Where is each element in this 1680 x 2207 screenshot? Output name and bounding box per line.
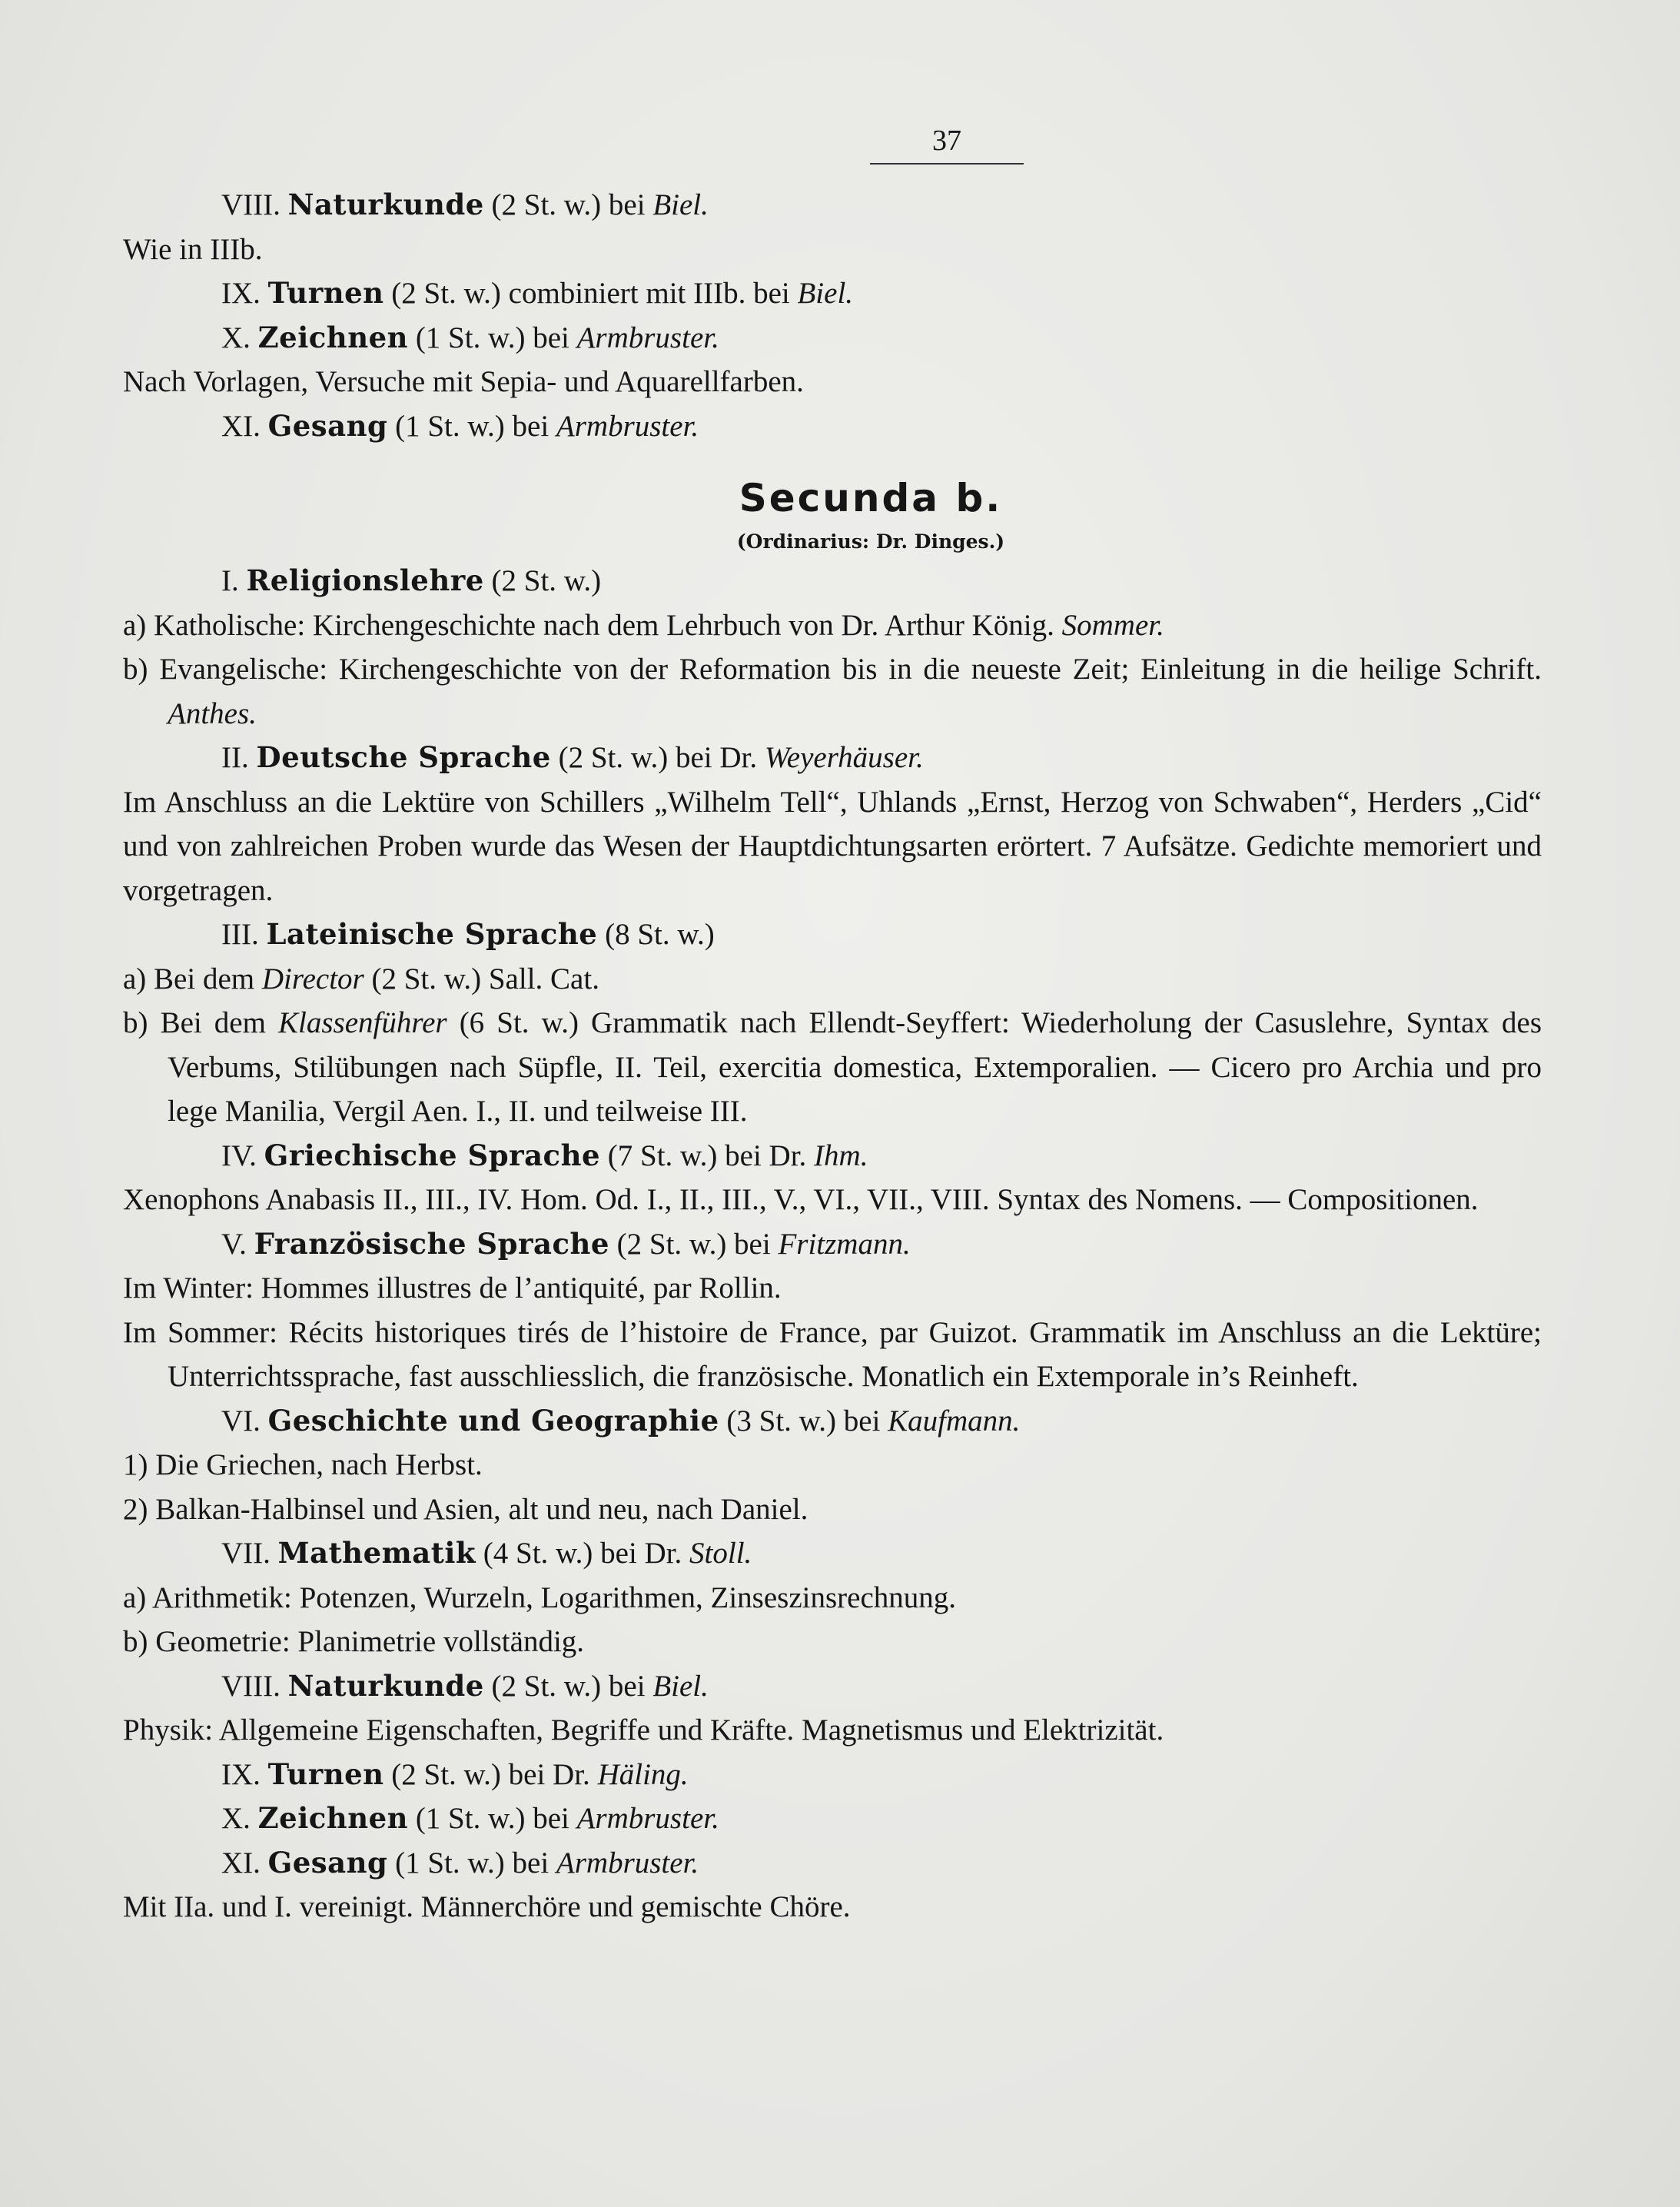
heading-xi-gesang-prev: XI. Gesang (1 St. w.) bei Armbruster. [221,408,699,443]
heading-iii-latein: III. Lateinische Sprache (8 St. w.) [221,917,715,951]
heading-vi-geschichte: VI. Geschichte und Geographie (3 St. w.) bei Kaufmann. [221,1403,1021,1438]
text-vi-2: 2) Balkan-Halbinsel und Asien, alt und neu, nach Daniel. [123,1492,808,1526]
text-viii-prev: Wie in IIIb. [123,232,263,266]
text-vii-a: a) Arithmetik: Potenzen, Wurzeln, Logarithmen, Zinseszinsrechnung. [123,1580,957,1614]
text-viii: Physik: Allgemeine Eigenschaften, Begriffe und Kräfte. Magnetismus und Elektrizität. [123,1713,1164,1747]
text-xi: Mit IIa. und I. vereinigt. Männerchöre und gemischte Chöre. [123,1890,851,1923]
heading-xi-gesang: XI. Gesang (1 St. w.) bei Armbruster. [221,1845,699,1880]
heading-ix-turnen: IX. Turnen (2 St. w.) bei Dr. Häling. [221,1757,689,1791]
text-i-a: a) Katholische: Kirchengeschichte nach dem Lehrbuch von Dr. Arthur König. Sommer. [123,608,1164,642]
text-i-b: b) Evangelische: Kirchengeschichte von der Reformation bis in die neueste Zeit; Einleitung in die heilige Schrift. Anthes. [123,653,1542,730]
heading-i-religionslehre: I. Religionslehre (2 St. w.) [221,563,602,597]
text-v-sommer: Im Sommer: Récits historiques tirés de l’histoire de France, par Guizot. Grammatik im Anschluss an die Lektüre; Unterrichtssprache, fast ausschliesslich, die französische. Monatlich ein Extemporale in’s Reinheft. [123,1315,1542,1393]
text-iv: Xenophons Anabasis II., III., IV. Hom. Od. I., II., III., V., VI., VII., VIII. Syntax des Nomens. — Compositionen. [123,1183,1479,1216]
page-number: 37 [870,121,1024,165]
heading-ii-deutsch: II. Deutsche Sprache (2 St. w.) bei Dr. Weyerhäuser. [221,740,924,774]
section-ordinarius: (Ordinarius: Dr. Dinges.) [736,530,1005,553]
text-x-prev: Nach Vorlagen, Versuche mit Sepia- und Aquarellfarben. [123,365,804,398]
heading-x-zeichnen-prev: X. Zeichnen (1 St. w.) bei Armbruster. [221,320,719,354]
heading-viii-naturkunde-prev: VIII. Naturkunde (2 St. w.) bei Biel. [221,188,709,221]
text-vi-1: 1) Die Griechen, nach Herbst. [123,1448,483,1481]
text-iii-b: b) Bei dem Klassenführer (6 St. w.) Grammatik nach Ellendt-Seyffert: Wiederholung der Casuslehre, Syntax des Verbums, Stilübungen nach Süpfle, II. Teil, exercitia domestica, Extemporalien. — Cicero pro Archia und pro lege Manilia, Vergil Aen. I., II. und teilweise III. [123,1006,1542,1128]
text-iii-a: a) Bei dem Director (2 St. w.) Sall. Cat. [123,962,599,995]
heading-viii-naturkunde: VIII. Naturkunde (2 St. w.) bei Biel. [221,1668,709,1703]
text-ii: Im Anschluss an die Lektüre von Schillers „Wilhelm Tell“, Uhlands „Ernst, Herzog von Schwaben“, Herders „Cid“ und von zahlreichen Proben wurde das Wesen der Hauptdichtungsarten erörtert. 7 Aufsätze. Gedichte memoriert und vorgetragen. [123,785,1542,907]
heading-x-zeichnen: X. Zeichnen (1 St. w.) bei Armbruster. [221,1801,719,1835]
text-v-winter: Im Winter: Hommes illustres de l’antiquité, par Rollin. [123,1271,782,1305]
text-vii-b: b) Geometrie: Planimetrie vollständig. [123,1625,585,1658]
section-title: Secunda b. [739,476,1003,520]
heading-iv-griechisch: IV. Griechische Sprache (7 St. w.) bei Dr. Ihm. [221,1138,868,1172]
heading-v-franzoesisch: V. Französische Sprache (2 St. w.) bei Fritzmann. [221,1226,911,1261]
heading-ix-turnen-prev: IX. Turnen (2 St. w.) combiniert mit IIIb. bei Biel. [221,276,854,310]
heading-vii-mathematik: VII. Mathematik (4 St. w.) bei Dr. Stoll. [221,1536,752,1570]
